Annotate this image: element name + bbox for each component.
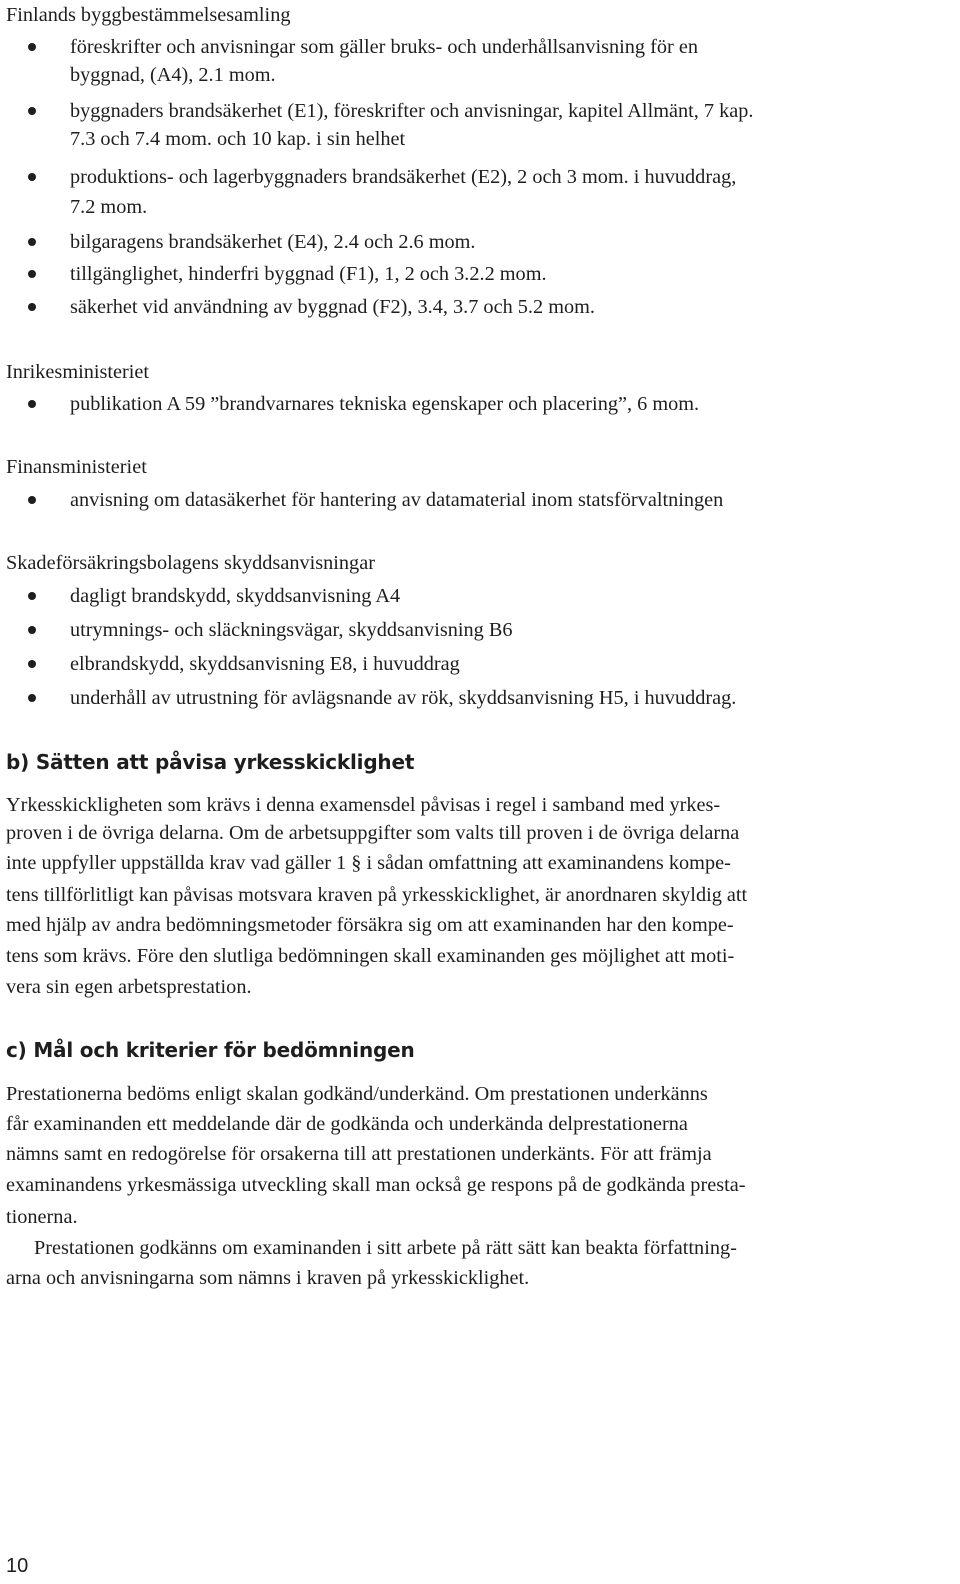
paragraph-line: Yrkesskickligheten som krävs i denna examensdel påvisas i regel i samband med yrkes-	[6, 794, 721, 816]
list-item-line: utrymnings- och släckningsvägar, skyddsanvisning B6	[70, 619, 513, 641]
bullet-icon	[28, 238, 36, 246]
paragraph-line: proven i de övriga delarna. Om de arbetsuppgifter som valts till proven i de övriga delarna	[6, 822, 740, 844]
list-item-line: anvisning om datasäkerhet för hantering av datamaterial inom statsförvaltningen	[70, 489, 724, 511]
section-title-skyddsanvisningar: Skadeförsäkringsbolagens skyddsanvisningar	[6, 552, 375, 574]
page-number: 10	[6, 1555, 29, 1577]
bullet-icon	[28, 303, 36, 311]
paragraph-line: får examinanden ett meddelande där de godkända och underkända delprestationerna	[6, 1113, 688, 1135]
list-item-line: dagligt brandskydd, skyddsanvisning A4	[70, 585, 401, 607]
bullet-icon	[28, 626, 36, 634]
section-title-finansministeriet: Finansministeriet	[6, 456, 147, 478]
list-item-line: produktions- och lagerbyggnaders brandsäkerhet (E2), 2 och 3 mom. i huvuddrag,	[70, 166, 737, 188]
paragraph-line: examinandens yrkesmässiga utveckling skall man också ge respons på de godkända presta-	[6, 1174, 746, 1196]
paragraph-line: med hjälp av andra bedömningsmetoder försäkra sig om att examinanden har den kompe-	[6, 914, 734, 936]
list-item-line: bilgaragens brandsäkerhet (E4), 2.4 och 2.6 mom.	[70, 231, 476, 253]
heading-b: b) Sätten att påvisa yrkesskicklighet	[6, 750, 415, 774]
paragraph-line: tens tillförlitligt kan påvisas motsvara kraven på yrkesskicklighet, är anordnaren skyldig att	[6, 884, 748, 906]
list-item-line: 7.2 mom.	[70, 196, 148, 218]
section-title-byggbestammelsesamling: Finlands byggbestämmelsesamling	[6, 4, 291, 26]
list-item-line: tillgänglighet, hinderfri byggnad (F1), 1, 2 och 3.2.2 mom.	[70, 263, 547, 285]
list-item-line: publikation A 59 ”brandvarnares tekniska egenskaper och placering”, 6 mom.	[70, 393, 700, 415]
list-item-line: 7.3 och 7.4 mom. och 10 kap. i sin helhet	[70, 128, 406, 150]
list-item-line: byggnad, (A4), 2.1 mom.	[70, 64, 276, 86]
list-item-line: underhåll av utrustning för avlägsnande av rök, skyddsanvisning H5, i huvuddrag.	[70, 687, 737, 709]
bullet-icon	[28, 107, 36, 115]
bullet-icon	[28, 592, 36, 600]
bullet-icon	[28, 400, 36, 408]
bullet-icon	[28, 660, 36, 668]
paragraph-line: Prestationerna bedöms enligt skalan godkänd/underkänd. Om prestationen underkänns	[6, 1083, 708, 1105]
list-item-line: föreskrifter och anvisningar som gäller bruks- och underhållsanvisning för en	[70, 36, 698, 58]
list-item-line: elbrandskydd, skyddsanvisning E8, i huvuddrag	[70, 653, 460, 675]
paragraph-line: tionerna.	[6, 1206, 78, 1228]
paragraph-line: inte uppfyller uppställda krav vad gäller 1 § i sådan omfattning att examinandens kompe-	[6, 852, 731, 874]
bullet-icon	[28, 694, 36, 702]
section-title-inrikesministeriet: Inrikesministeriet	[6, 361, 150, 383]
bullet-icon	[28, 496, 36, 504]
bullet-icon	[28, 270, 36, 278]
heading-c: c) Mål och kriterier för bedömningen	[6, 1038, 415, 1062]
paragraph-line: vera sin egen arbetsprestation.	[6, 976, 252, 998]
paragraph-line: arna och anvisningarna som nämns i kraven på yrkesskicklighet.	[6, 1267, 530, 1289]
bullet-icon	[28, 43, 36, 51]
paragraph-line: nämns samt en redogörelse för orsakerna till att prestationen underkänts. För att främja	[6, 1143, 712, 1165]
list-item-line: byggnaders brandsäkerhet (E1), föreskrifter och anvisningar, kapitel Allmänt, 7 kap.	[70, 100, 754, 122]
paragraph-line: Prestationen godkänns om examinanden i sitt arbete på rätt sätt kan beakta författning-	[34, 1237, 737, 1259]
list-item-line: säkerhet vid användning av byggnad (F2), 3.4, 3.7 och 5.2 mom.	[70, 296, 595, 318]
bullet-icon	[28, 173, 36, 181]
paragraph-line: tens som krävs. Före den slutliga bedömningen skall examinanden ges möjlighet att moti-	[6, 945, 735, 967]
